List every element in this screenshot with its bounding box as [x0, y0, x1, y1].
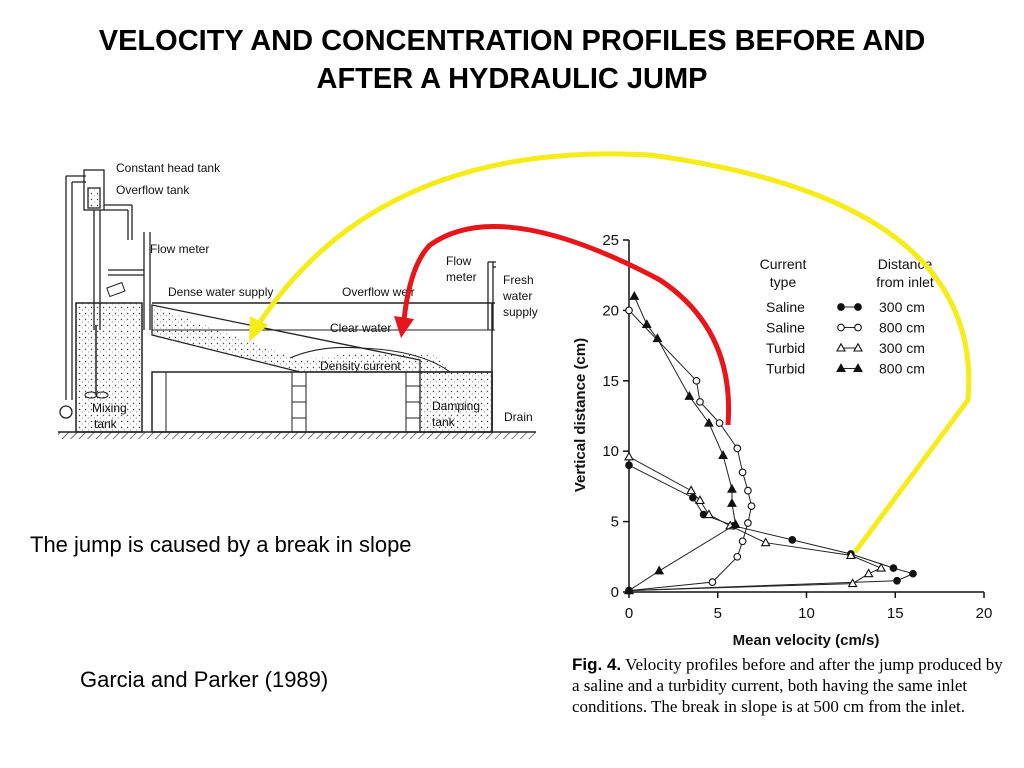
data-point — [855, 304, 862, 311]
legend-header: Distance — [877, 256, 933, 272]
series-line — [629, 457, 881, 591]
data-point — [854, 364, 862, 371]
data-point — [894, 577, 901, 584]
x-tick-label: 10 — [798, 605, 815, 622]
legend-header: Current — [759, 256, 807, 272]
data-point — [739, 469, 746, 476]
data-point — [716, 420, 723, 427]
data-point — [719, 451, 727, 458]
data-point — [687, 486, 695, 493]
legend-entry-type: Turbid — [766, 360, 806, 377]
data-point — [728, 485, 736, 492]
y-tick-label: 0 — [610, 584, 619, 601]
legend-header: from inlet — [876, 274, 934, 290]
data-point — [762, 539, 770, 546]
chart-series — [625, 292, 916, 594]
label-fresh-water-3: supply — [503, 305, 538, 319]
data-point — [849, 579, 857, 586]
data-point — [865, 569, 873, 576]
label-clear-water: Clear water — [330, 321, 392, 335]
x-tick-label: 15 — [886, 605, 904, 622]
label-mixing-tank-1: Mixing — [92, 401, 127, 415]
data-point — [625, 453, 633, 460]
slide-title-line-2: AFTER A HYDRAULIC JUMP — [316, 63, 708, 95]
data-point — [685, 392, 693, 399]
series-4 — [625, 292, 740, 593]
data-point — [734, 554, 741, 561]
data-point — [693, 378, 700, 385]
label-fresh-water-1: Fresh — [503, 273, 534, 287]
jump-note: The jump is caused by a break in slope — [30, 532, 412, 557]
label-mixing-tank-2: tank — [94, 417, 117, 431]
legend-entry-distance: 300 cm — [879, 299, 925, 315]
data-point — [745, 520, 752, 527]
data-point — [890, 565, 897, 572]
data-point — [643, 320, 651, 327]
y-tick-label: 15 — [602, 372, 619, 390]
data-point — [655, 567, 663, 574]
citation: Garcia and Parker (1989) — [80, 667, 329, 692]
label-damping-tank-2: tank — [432, 415, 455, 429]
data-point — [630, 292, 638, 299]
label-constant-head-tank: Constant head tank — [116, 161, 221, 175]
legend-entry-distance: 800 cm — [879, 319, 925, 336]
data-point — [745, 487, 752, 494]
series-2 — [626, 307, 755, 594]
label-fresh-water-2: water — [503, 289, 533, 303]
y-tick-label: 25 — [602, 232, 619, 249]
legend-entry-type: Saline — [766, 299, 805, 315]
legend-header: type — [769, 274, 797, 290]
label-flow-meter-right-1: Flow — [446, 254, 472, 268]
figure-caption — [572, 654, 1004, 717]
red-arrow — [404, 226, 729, 425]
label-density-current: Density current — [320, 359, 401, 373]
label-dense-water-supply: Dense water supply — [168, 285, 274, 299]
label-flow-meter-left: Flow meter — [150, 242, 210, 256]
chart-legend — [760, 256, 934, 377]
data-point — [837, 344, 845, 351]
x-tick-label: 0 — [624, 605, 634, 622]
legend-entry-distance: 800 cm — [879, 360, 925, 377]
data-point — [855, 324, 862, 331]
figure-caption-text: Velocity profiles before and after the jump produced by a saline and a turbidity current, both having the same inlet conditions. The break in slope is at 500 cm from the inlet. — [572, 655, 1003, 716]
y-tick-label: 5 — [610, 513, 619, 531]
label-flow-meter-right-2: meter — [446, 270, 477, 284]
legend-entry-distance: 300 cm — [879, 340, 925, 356]
label-drain: Drain — [504, 410, 533, 424]
x-tick-label: 5 — [713, 605, 722, 622]
data-point — [838, 324, 845, 331]
legend-entry-type: Turbid — [766, 340, 806, 356]
data-point — [748, 503, 755, 510]
data-point — [728, 499, 736, 506]
label-overflow-tank: Overflow tank — [116, 183, 190, 197]
y-tick-label: 20 — [602, 302, 619, 320]
x-tick-label: 20 — [975, 605, 993, 622]
y-axis-label: Vertical distance (cm) — [572, 337, 589, 493]
data-point — [837, 364, 845, 371]
data-point — [838, 304, 845, 311]
legend-entry-type: Saline — [766, 319, 805, 336]
data-point — [734, 445, 741, 452]
figure-number: Fig. 4. — [572, 655, 622, 674]
series-line — [629, 310, 752, 590]
data-point — [910, 570, 917, 577]
label-damping-tank-1: Damping — [432, 399, 481, 413]
series-line — [629, 296, 736, 590]
data-point — [697, 399, 704, 406]
yellow-arrow — [258, 154, 969, 552]
slide-title-line-1: VELOCITY AND CONCENTRATION PROFILES BEFORE AND — [98, 25, 926, 57]
y-tick-label: 10 — [602, 443, 619, 461]
data-point — [626, 307, 633, 314]
series-3 — [625, 453, 885, 594]
red-arrowhead — [394, 316, 414, 338]
data-point — [709, 579, 716, 586]
data-point — [854, 344, 862, 351]
data-point — [626, 462, 633, 469]
data-point — [789, 537, 796, 544]
annotation-arrows — [249, 154, 969, 552]
chart-axes — [602, 232, 992, 622]
label-overflow-weir: Overflow weir — [342, 285, 415, 299]
data-point — [739, 538, 746, 545]
x-axis-label: Mean velocity (cm/s) — [732, 632, 880, 649]
